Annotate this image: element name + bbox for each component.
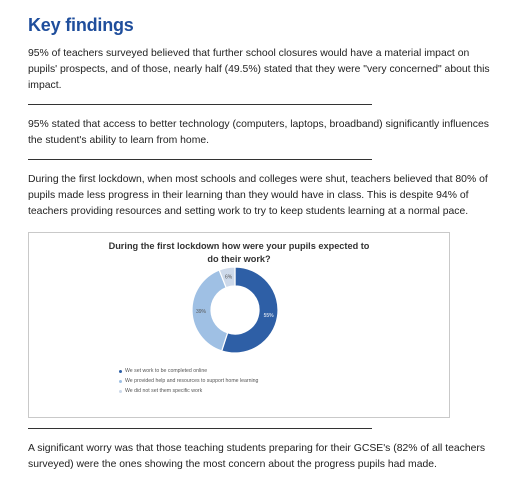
paragraph-lockdown: During the first lockdown, when most schools and colleges were shut, teachers believed that 80% of pupils made less progress in their learning than they would have in class. This is despite 94% of teachers providing resources and setting work to try to keep students learning at a normal pace. — [28, 174, 488, 217]
chart-legend — [119, 366, 258, 396]
legend-swatch-icon — [119, 370, 122, 373]
divider — [28, 428, 372, 429]
page-title: Key findings — [28, 15, 134, 35]
legend-label: We provided help and resources to support home learning — [125, 378, 259, 384]
donut-slice-label-2: 6% — [225, 274, 233, 281]
legend-swatch-icon — [119, 380, 122, 383]
chart-title-line-2: do their work? — [207, 254, 271, 264]
paragraph-technology: 95% stated that access to better technology (computers, laptops, broadband) significantly influences the student's ability to learn from home. — [28, 119, 489, 146]
legend-item-2 — [119, 386, 258, 396]
legend-label: We set work to be completed online — [125, 368, 208, 374]
paragraph-gcse: A significant worry was that those teaching students preparing for their GCSE's (82% of all teachers surveyed) were the ones showing the most concern about the progress pupils had made. — [28, 443, 486, 470]
divider — [28, 159, 372, 160]
paragraph-closures: 95% of teachers surveyed believed that further school closures would have a material impact on pupils' prospects, and of those, nearly half (49.5%) stated that they were "very concerned" about this impact. — [28, 48, 490, 91]
donut-slice-label-0: 55% — [263, 313, 274, 320]
divider — [28, 104, 372, 105]
document-page — [28, 14, 496, 473]
legend-swatch-icon — [119, 390, 122, 393]
legend-item-1 — [119, 376, 258, 386]
legend-item-0 — [119, 366, 258, 376]
chart-title-line-1: During the first lockdown how were your pupils expected to — [108, 241, 370, 251]
donut-slice-label-1: 39% — [196, 308, 207, 315]
legend-label: We did not set them specific work — [125, 388, 203, 394]
donut-chart — [28, 232, 450, 418]
